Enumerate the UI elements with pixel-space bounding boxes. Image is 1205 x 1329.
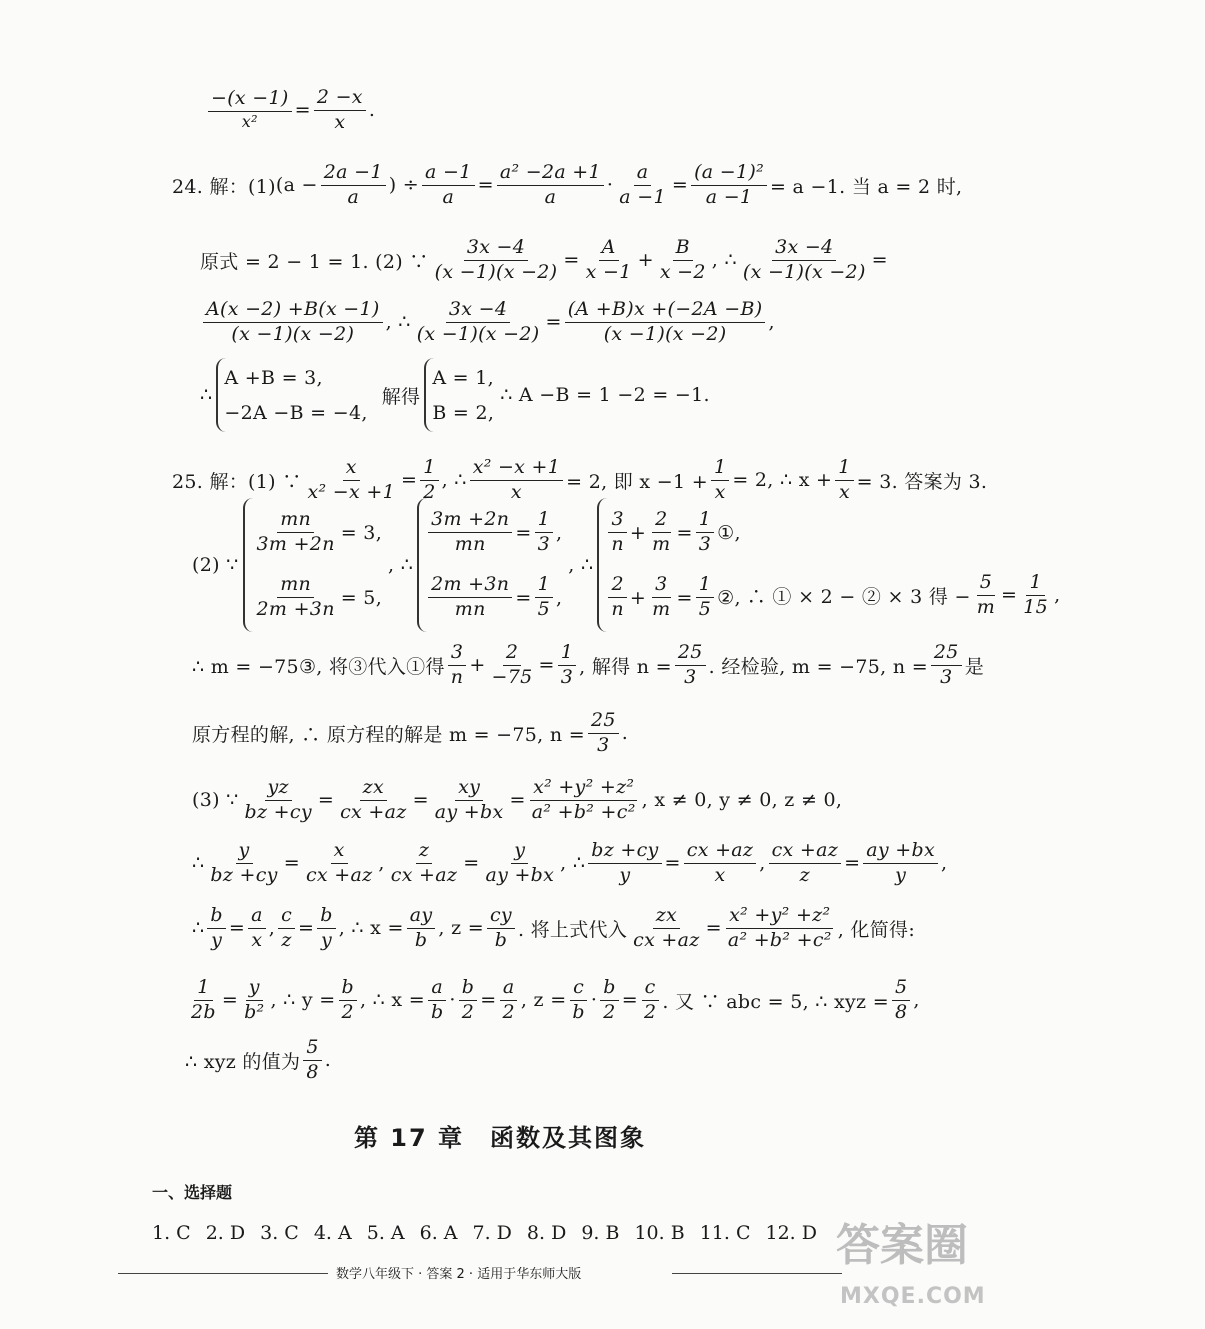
- system-solution-ab: A = 1, B = 2,: [424, 358, 494, 432]
- problem-24-line-4: ∴ A +B = 3, −2A −B = −4, 解得 A = 1, B = 2, ∴ A −B = 1 −2 = −1.: [0, 350, 1200, 440]
- system-equations-ab: A +B = 3, −2A −B = −4,: [216, 358, 367, 432]
- problem-25-result-line: 原方程的解, ∴ 原方程的解是 m = −75, n = $\frac{25}{3}$ .: [192, 708, 629, 756]
- problem-24-line-2: 原式 = 2 − 1 = 1. (2) ∵ $\frac{3x -4}{(x -1)(x -2)}$ = $\frac{A}{x -1}$ + $\frac{B}{x -2}$ , ∴ $\frac{3x -4}{(x -1)(x -2)}$ =: [200, 235, 888, 283]
- answer-item: 5. A: [366, 1222, 405, 1244]
- page-footer: 数学八年级下 · 答案 2 · 适用于华东师大版: [336, 1267, 582, 1282]
- answer-item: 8. D: [526, 1222, 567, 1244]
- section-heading: 一、选择题: [152, 1183, 233, 1202]
- watermark-url: MXQE.COM: [840, 1284, 986, 1309]
- answer-item: 6. A: [419, 1222, 458, 1244]
- answer-list: [152, 1222, 817, 1244]
- problem-25-part-3-line-4: $\frac{1}{2b}$ = $\frac{y}{\text{b²}}$ , ∴ y = $\frac{b}{2}$ , ∴ x = $\frac{a}{b}$ · $\frac{b}{2}$ = $\frac{a}{2}$ , z = $\frac{c}{b}$ · $\frac{b}{2}$ = $\frac{c}{2}$ . 又 ∵ abc = 5, ∴ xyz = $\frac{5}{8}$ ,: [191, 975, 920, 1023]
- problem-24-line-3: $\frac{A(x -2) +B(x -1)}{(x -1)(x -2)}$ , ∴ $\frac{3x -4}{(x -1)(x -2)}$ = $\frac{(A +B)x +(-2A -B)}{(x -1)(x -2)}$ ,: [0, 287, 1200, 357]
- problem-25-line-1: 25. 解：(1) ∵ $\frac{x}{\text{x² −x +1}}$ = $\frac{1}{2}$ , ∴ $\frac{\text{x² −x +1}}{x}$ = 2, 即 x −1 + $\frac{1}{x}$ = 2, ∴ x + $\frac{1}{x}$ = 3. 答案为 3.: [172, 455, 988, 503]
- answer-item: 4. A: [313, 1222, 352, 1244]
- answer-item: 2. D: [205, 1222, 246, 1244]
- answer-item: 10. B: [634, 1222, 685, 1244]
- answer-item: 3. C: [260, 1222, 299, 1244]
- problem-25-part-3-line-1: (3) ∵ $\frac{yz}{bz +cy}$ = $\frac{zx}{cx +az}$ = $\frac{xy}{ay +bx}$ = $\frac{\text{x² +y² +z²}}{\text{a² +b² +c²}}$ , x ≠ 0, y ≠ 0, z ≠ 0,: [192, 775, 843, 823]
- problem-25-m-line: ∴ m = −75③, 将③代入①得 $\frac{3}{n}$ + $\frac{2}{-75}$ = $\frac{1}{3}$ , 解得 n = $\frac{25}{3}$ . 经检验, m = −75, n = $\frac{25}{3}$ 是: [192, 640, 985, 688]
- problem-25-part-2: (2) ∵ $\frac{mn}{3m +2n}$ = 3, $\frac{mn}{2m +3n}$ = 5, , ∴ $\frac{3m +2n}{mn}$ = $\frac{1}{3}$ , $\frac{2m +3n}{mn}$ = $\frac{1}{5}$ , , ∴ $\frac{3}{n}$ + $\frac{2}{m}$ = $\frac{1}{3}$ ①, $\frac{2}{n}$ + $\frac{3}{m}$ = $\frac{1}{5}$ ②, ∴ ① × 2 − ② × 3 得 − $\frac{5}{m}$ = $\frac{1}{15}$ ,: [0, 505, 1192, 625]
- system-split: $\frac{3}{n}$ + $\frac{2}{m}$ = $\frac{1}{3}$ ①, $\frac{2}{n}$ + $\frac{3}{m}$ = $\frac{1}{5}$ ②,: [597, 498, 740, 632]
- answer-item: 11. C: [699, 1222, 751, 1244]
- problem-25-part-3-line-5: ∴ xyz 的值为 $\frac{5}{8}$ .: [185, 1035, 332, 1083]
- answer-item: 9. B: [581, 1222, 620, 1244]
- footer-rule-left: [118, 1273, 328, 1274]
- problem-25-part-3-line-3: ∴ $\frac{b}{y}$ = $\frac{a}{x}$ , $\frac{c}{z}$ = $\frac{b}{y}$ , ∴ x = $\frac{ay}{b}$ , z = $\frac{cy}{b}$ . 将上式代入 $\frac{zx}{cx +az}$ = $\frac{\text{x² +y² +z²}}{\text{a² +b² +c²}}$ , 化简得:: [192, 903, 916, 951]
- answer-item: 1. C: [152, 1222, 191, 1244]
- problem-25-part-3-line-2: ∴ $\frac{y}{bz +cy}$ = $\frac{x}{cx +az}$ , $\frac{z}{cx +az}$ = $\frac{y}{ay +bx}$ , ∴ $\frac{bz +cy}{y}$ = $\frac{cx +az}{x}$ , $\frac{cx +az}{z}$ = $\frac{ay +bx}{y}$ ,: [192, 838, 948, 886]
- chapter-title: 第 17 章 函数及其图象: [353, 1124, 647, 1152]
- answer-item: 7. D: [472, 1222, 512, 1244]
- system-reciprocal: $\frac{3m +2n}{mn}$ = $\frac{1}{3}$ , $\frac{2m +3n}{mn}$ = $\frac{1}{5}$ ,: [417, 498, 562, 632]
- problem-24-line-1: 24. 解：(1) (a − $\frac{2a -1}{a}$ ) ÷ $\frac{a -1}{a}$ = $\frac{\text{a² −2a +1}}{a}$ · $\frac{a}{a -1}$ = $\frac{\text{(a −1)²}}{a -1}$ = a −1. 当 a = 2 时,: [172, 160, 963, 208]
- watermark-logo: 答案圈: [836, 1220, 968, 1271]
- answer-item: 12. D: [765, 1222, 817, 1244]
- intro-line: $\frac{-(x -1)}{\text{x²}}$ = $\frac{2 -x}{x}$ .: [0, 75, 1205, 145]
- system-original: $\frac{mn}{3m +2n}$ = 3, $\frac{mn}{2m +3n}$ = 5,: [243, 498, 383, 632]
- footer-rule-right: [672, 1273, 842, 1274]
